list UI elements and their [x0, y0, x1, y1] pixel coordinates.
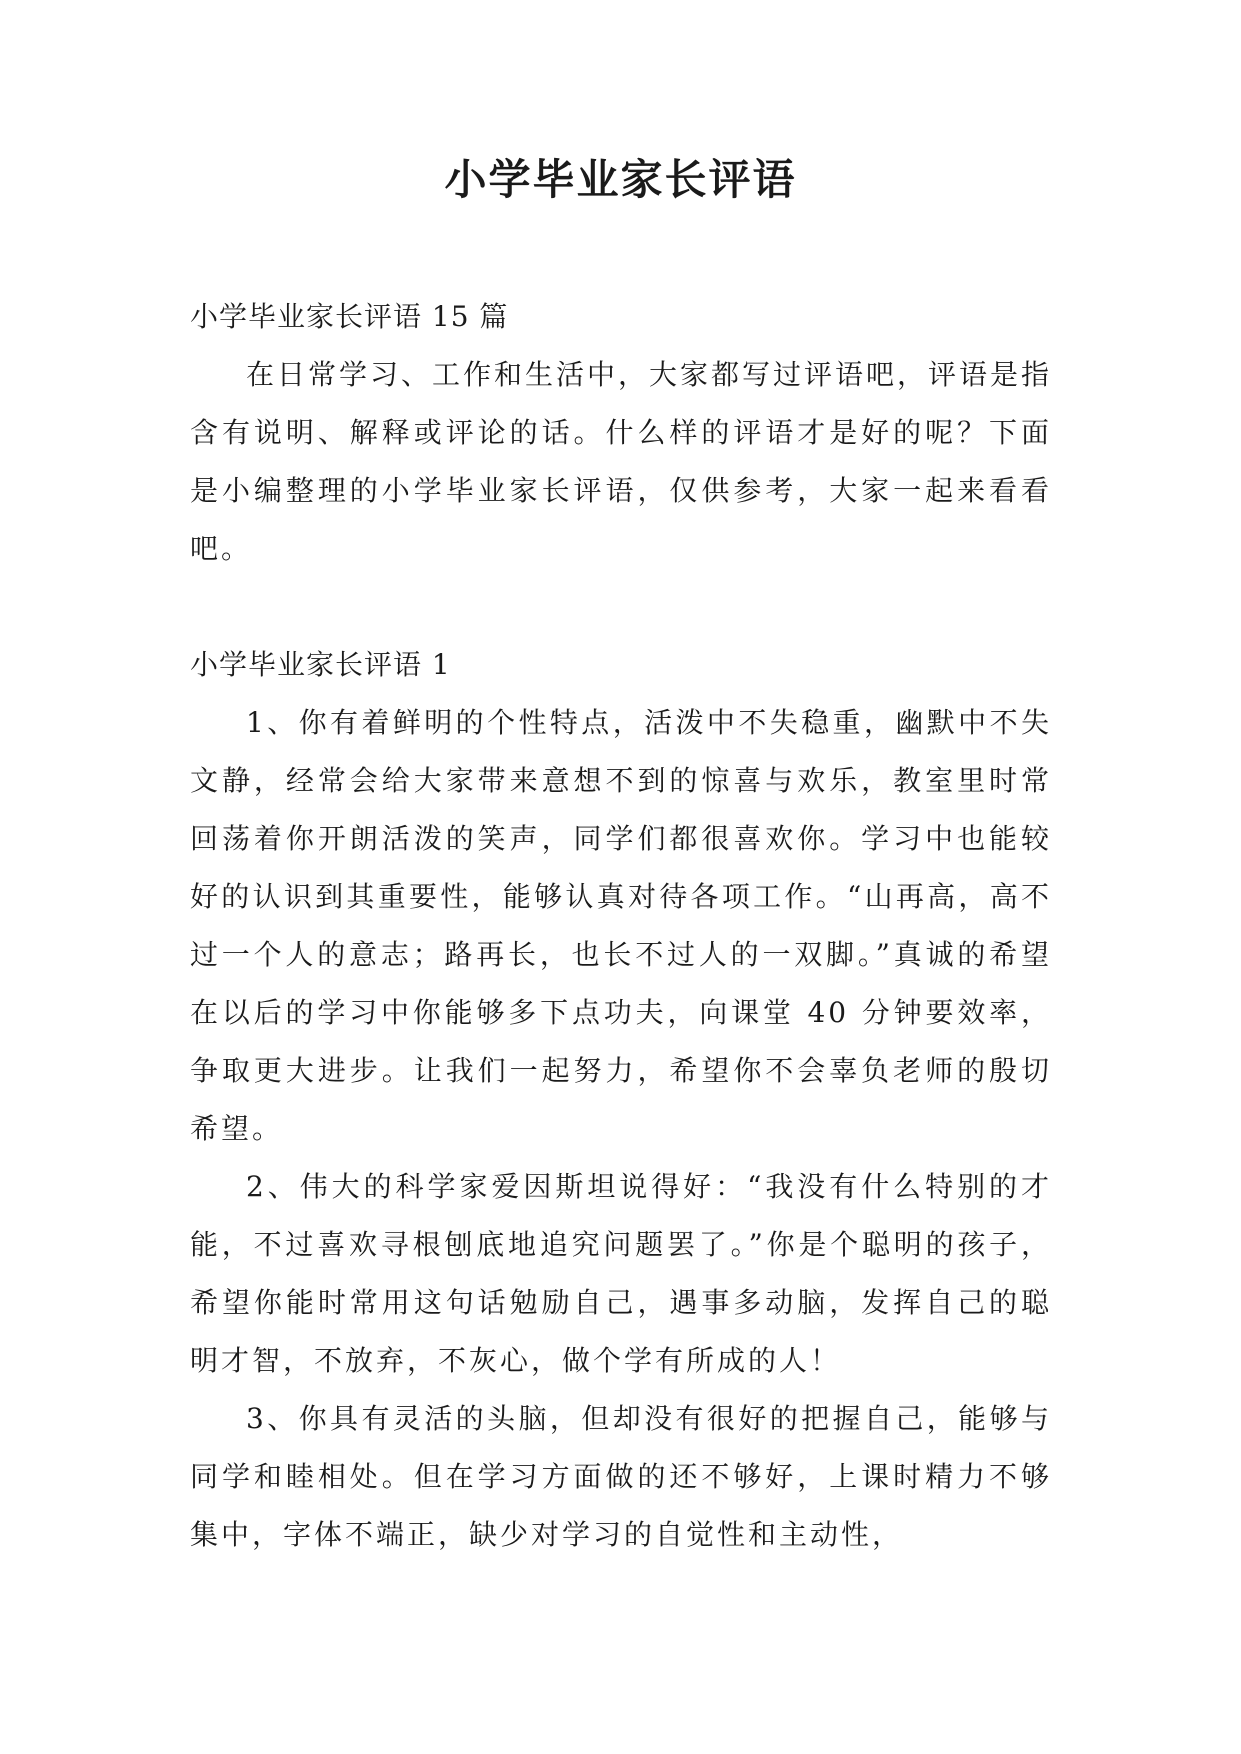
comment-paragraph-1: 1、你有着鲜明的个性特点，活泼中不失稳重，幽默中不失文静，经常会给大家带来意想不到的惊喜与欢乐，教室里时常回荡着你开朗活泼的笑声，同学们都很喜欢你。学习中也能较好的认识到其重要性，能够认真对待各项工作。“山再高，高不过一个人的意志；路再长，也长不过人的一双脚。”真诚的希望在以后的学习中你能够多下点功夫，向课堂 40 分钟要效率，争取更大进步。让我们一起努力，希望你不会辜负老师的殷切希望。 [190, 706, 1052, 1145]
document-title: 小学毕业家长评语 [444, 155, 797, 204]
document-body [190, 288, 1052, 1564]
section-heading: 小学毕业家长评语 1 [190, 648, 451, 681]
comment-paragraph-2: 2、伟大的科学家爱因斯坦说得好：“我没有什么特别的才能，不过喜欢寻根刨底地追究问题罢了。”你是个聪明的孩子，希望你能时常用这句话勉励自己，遇事多动脑，发挥自己的聪明才智，不放弃，不灰心，做个学有所成的人！ [190, 1170, 1052, 1377]
comment-paragraph-3: 3、你具有灵活的头脑，但却没有很好的把握自己，能够与同学和睦相处。但在学习方面做的还不够好，上课时精力不够集中，字体不端正，缺少对学习的自觉性和主动性， [190, 1402, 1052, 1551]
section-spacer [190, 578, 1052, 636]
intro-paragraph: 在日常学习、工作和生活中，大家都写过评语吧，评语是指含有说明、解释或评论的话。什么样的评语才是好的呢？下面是小编整理的小学毕业家长评语，仅供参考，大家一起来看看吧。 [190, 358, 1053, 565]
intro-heading: 小学毕业家长评语 15 篇 [190, 300, 509, 333]
